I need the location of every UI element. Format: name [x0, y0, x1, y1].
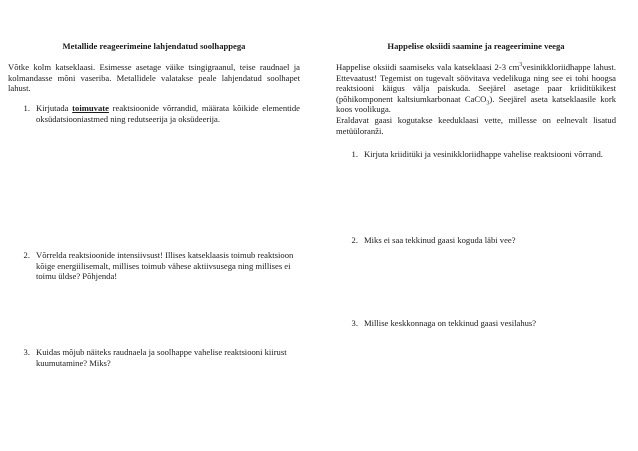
- intro-part-d: Eraldavat gaasi kogutakse keeduklaasi vette, millesse on eelnevalt lisatud metüüloranži.: [336, 114, 616, 136]
- right-question-2: [336, 235, 616, 246]
- right-question-1: [336, 149, 616, 160]
- question-number: 1.: [23, 103, 30, 113]
- question-emphasis: toimuvate: [72, 103, 109, 113]
- intro-part-a: Happelise oksiidi saamiseks vala katseklaasi 2-3 cm: [336, 62, 520, 72]
- question-number: 1.: [351, 149, 358, 159]
- right-title: Happelise oksiidi saamine ja reageerimine veega: [387, 41, 565, 51]
- right-question-3: [336, 318, 616, 329]
- question-text: Võrrelda reaktsioonide intensiivsust! Illises katseklaasis toimub reaktsioon kõige energiilisemalt, millises toimub vähese aktiivsusega ning millises ei toimu üldse? Põhjenda!: [36, 250, 294, 282]
- question-number: 2.: [23, 250, 30, 260]
- question-text: Kuidas mõjub näiteks raudnaela ja soolhappe vahelise reaktsiooni kiirust kuumutamine? Miks?: [36, 347, 287, 368]
- question-text: Miks ei saa tekkinud gaasi koguda läbi vee?: [364, 235, 516, 245]
- left-question-2: [8, 250, 300, 282]
- left-title: Metallide reageerimeine lahjendatud soolhappega: [62, 41, 246, 51]
- question-text: [36, 103, 300, 124]
- question-text-pre: Kirjutada: [36, 103, 73, 113]
- question-text: Kirjuta kriiditüki ja vesinikkloriidhappe vahelise reaktsiooni võrrand.: [364, 149, 603, 159]
- question-text: Millise keskkonnaga on tekkinud gaasi vesilahus?: [364, 318, 537, 328]
- left-question-3: [8, 347, 300, 368]
- question-number: 3.: [23, 347, 30, 357]
- question-number: 2.: [351, 235, 358, 245]
- left-intro: Võtke kolm katseklaasi. Esimesse asetage väike tsingigraanul, teise raudnael ja kolmandasse mõni vaseriba. Metallidele valatakse peale lahjendatud soolhapet lahust.: [8, 62, 300, 94]
- right-intro: [336, 62, 616, 136]
- intro-superscript: 3: [519, 62, 523, 69]
- question-number: 3.: [351, 318, 358, 328]
- intro-part-b: vesinikkloriidhappe lahust. Ettevaatust! Tegemist on tugevalt söövitava vedelikuga ning see ei tohi hoogsa reaktsiooni käigus välja paiskuda. Seejärel asetage paar kriiditükikest (põhikomponent kaltsiumkarbonaat CaCO: [336, 62, 616, 104]
- left-question-1: [8, 103, 300, 124]
- question-text-post: reaktsioonide võrrandid, määrata kõikide elementide oksüdatsiooniastmed ning redutseerija ja oksüdeerija.: [36, 103, 301, 124]
- intro-subscript: 3: [486, 100, 490, 107]
- intro-part-c: ). Seejärel aseta katseklaasile kork koos voolikuga.: [336, 93, 616, 115]
